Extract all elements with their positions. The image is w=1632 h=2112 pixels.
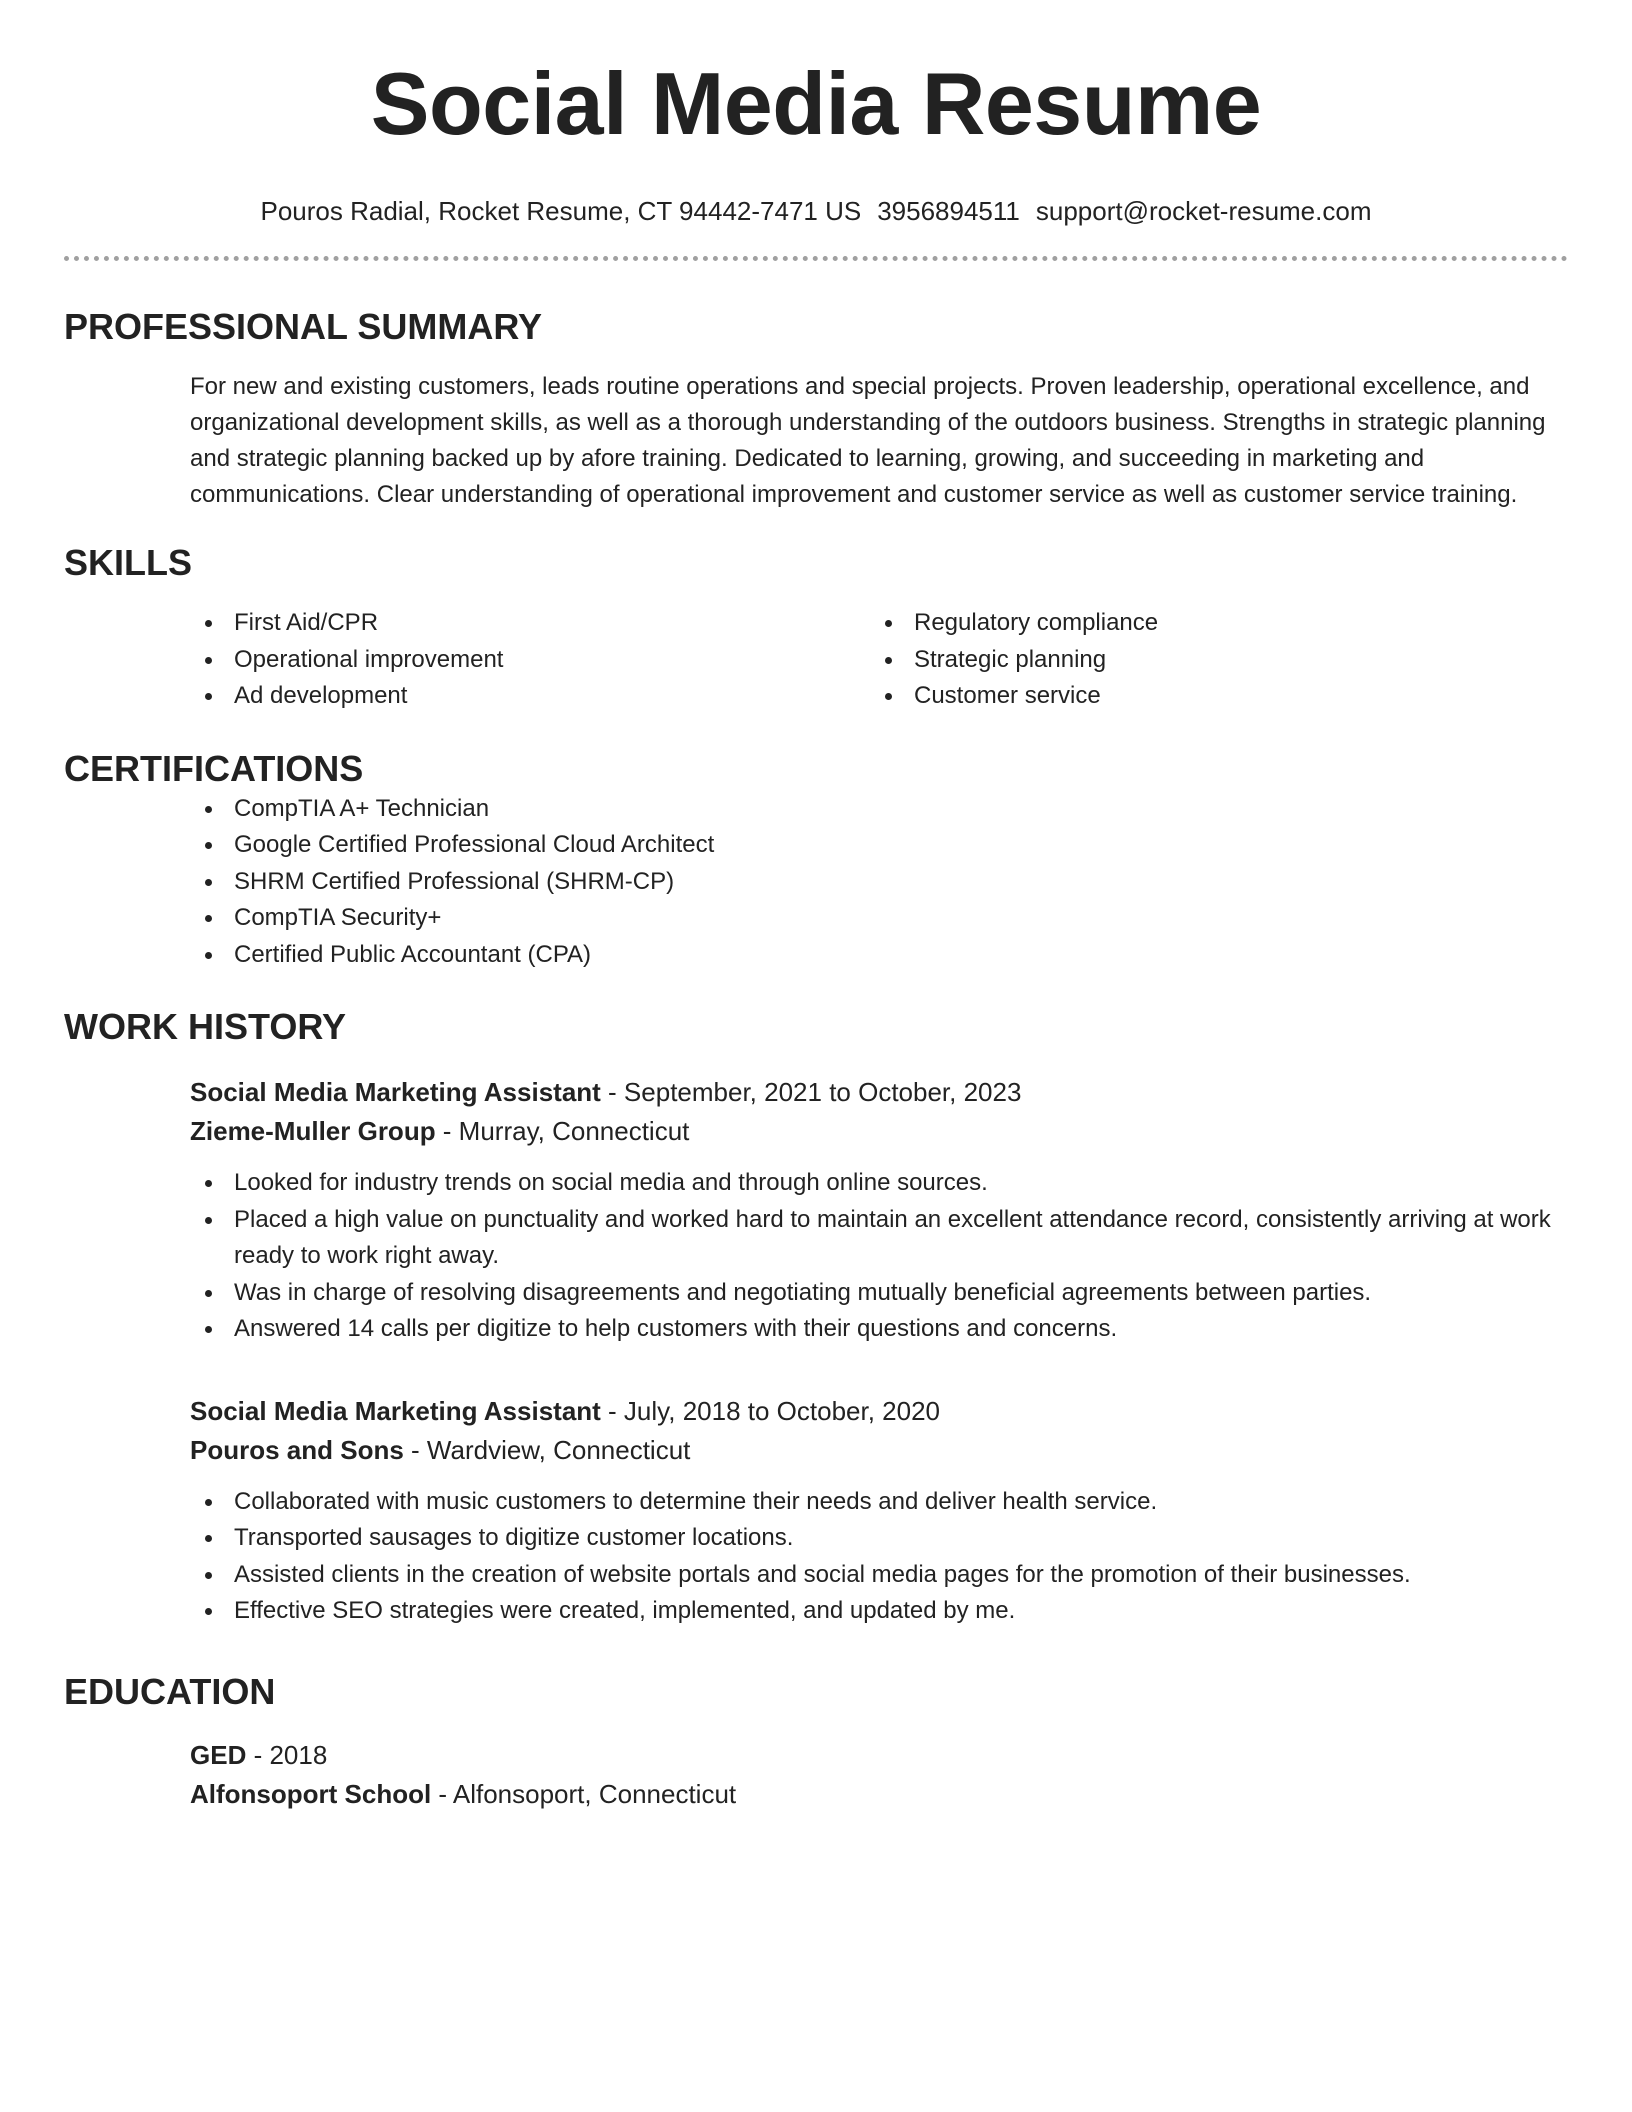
job-duty: Looked for industry trends on social media and through online sources. [190,1165,1568,1202]
job-company: Zieme-Muller Group [190,1116,436,1146]
certification-item: Certified Public Accountant (CPA) [190,937,1568,974]
education-school-line [190,1775,1568,1814]
work-history-heading: WORK HISTORY [64,1006,347,1047]
skills-list-right [870,605,1550,715]
certification-item: SHRM Certified Professional (SHRM-CP) [190,864,1568,901]
job-duties [190,1484,1568,1630]
skill-item: Strategic planning [870,642,1550,679]
skills-heading: SKILLS [64,542,193,583]
header-divider [64,256,1568,261]
skill-item: First Aid/CPR [190,605,870,642]
job-duty: Effective SEO strategies were created, implemented, and updated by me. [190,1593,1568,1630]
certification-item: Google Certified Professional Cloud Architect [190,827,1568,864]
work-history-section [64,1073,1568,1630]
education-heading: EDUCATION [64,1670,276,1712]
job-company-line [190,1112,1568,1151]
skills-list-left [190,605,870,715]
education-entry [190,1736,1568,1814]
job-dates: - July, 2018 to October, 2020 [600,1395,940,1426]
summary-text: For new and existing customers, leads routine operations and special projects. Proven leadership, operational excellence, and organizational development skills, as well as a thorough understanding of the outdoors business. Strengths in strategic planning and strategic planning backed up by afore training. Dedicated to learning, growing, and succeeding in marketing and communications. Clear understanding of operational improvement and customer service as well as customer service training. [190,373,1546,508]
job-entry [190,1073,1568,1348]
job-role-line [190,1073,1568,1112]
job-duty: Answered 14 calls per digitize to help customers with their questions and concerns. [190,1311,1568,1348]
job-duty: Collaborated with music customers to determine their needs and deliver health service. [190,1484,1568,1521]
certification-item: CompTIA A+ Technician [190,791,1568,828]
certifications-section [64,791,1568,974]
education-degree: GED [190,1739,247,1770]
summary-heading: PROFESSIONAL SUMMARY [64,306,543,347]
education-year: - 2018 [246,1739,328,1770]
skill-item: Ad development [190,678,870,715]
job-duty: Placed a high value on punctuality and worked hard to maintain an excellent attendance record, consistently arriving at work ready to work right away. [190,1202,1568,1275]
job-role: Social Media Marketing Assistant [190,1077,601,1107]
certifications-heading: CERTIFICATIONS [64,747,364,789]
job-role: Social Media Marketing Assistant [190,1395,601,1426]
contact-address: Pouros Radial, Rocket Resume, CT 94442-7471 US [260,196,862,226]
skills-section [64,605,1568,715]
job-duty: Transported sausages to digitize customer locations. [190,1520,1568,1557]
job-location: - Murray, Connecticut [435,1116,690,1146]
certifications-list [190,791,1568,974]
education-school: Alfonsoport School [190,1778,432,1809]
skill-item: Operational improvement [190,642,870,679]
education-location: - Alfonsoport, Connecticut [431,1778,737,1809]
contact-line [64,194,1568,228]
skill-item: Customer service [870,678,1550,715]
job-company-line [190,1431,1568,1470]
education-section [64,1736,1568,1814]
contact-email: support@rocket-resume.com [1035,196,1372,226]
job-company: Pouros and Sons [190,1434,404,1465]
certification-item: CompTIA Security+ [190,900,1568,937]
job-location: - Wardview, Connecticut [403,1434,691,1465]
job-duties [190,1165,1568,1348]
resume-title: Social Media Resume [370,54,1262,153]
contact-phone: 3956894511 [877,196,1020,226]
skills-grid [190,605,1568,715]
job-role-line [190,1392,1568,1431]
education-degree-line [190,1736,1568,1775]
summary-section [64,369,1568,513]
job-duty: Was in charge of resolving disagreements and negotiating mutually beneficial agreements between parties. [190,1275,1568,1312]
skill-item: Regulatory compliance [870,605,1550,642]
job-entry [190,1392,1568,1630]
job-dates: - September, 2021 to October, 2023 [600,1077,1022,1107]
job-duty: Assisted clients in the creation of website portals and social media pages for the promotion of their businesses. [190,1557,1568,1594]
